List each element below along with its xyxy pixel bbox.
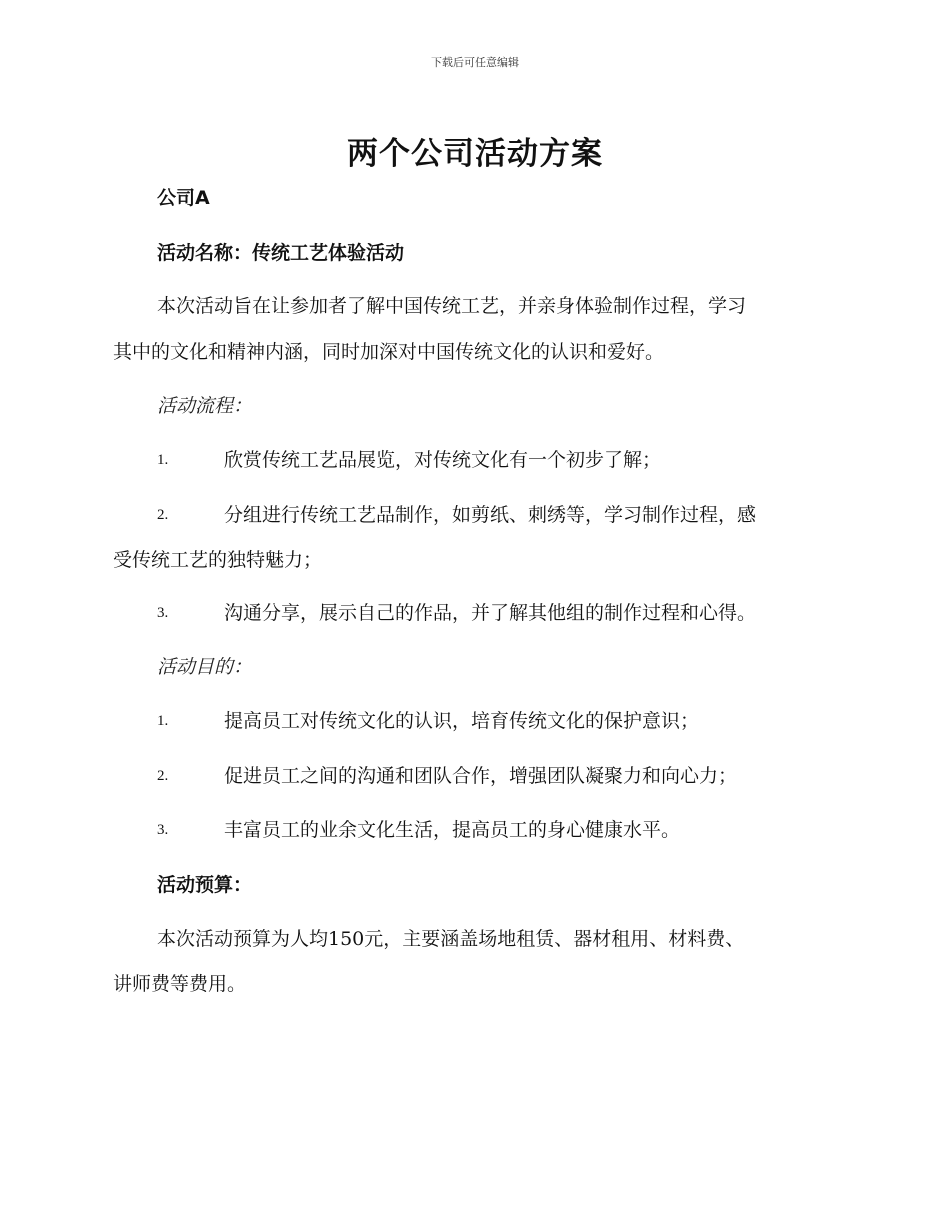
process-item-text-continued: 受传统工艺的独特魅力；: [113, 549, 323, 571]
process-item-number: 2.: [157, 507, 169, 523]
company-label: 公司A: [157, 187, 210, 209]
page-title: 两个公司活动方案: [347, 136, 603, 172]
purpose-item-text: 丰富员工的业余文化生活，提高员工的身心健康水平。: [224, 819, 681, 841]
process-item-text: 沟通分享，展示自己的作品，并了解其他组的制作过程和心得。: [224, 602, 757, 624]
process-item-text: 分组进行传统工艺品制作，如剪纸、刺绣等，学习制作过程，感: [224, 504, 757, 526]
intro-line-2: 其中的文化和精神内涵，同时加深对中国传统文化的认识和爱好。: [113, 341, 665, 363]
activity-name: 活动名称：传统工艺体验活动: [157, 242, 405, 264]
budget-line-2: 讲师费等费用。: [113, 973, 247, 995]
purpose-item-text: 提高员工对传统文化的认识，培育传统文化的保护意识；: [224, 710, 700, 732]
budget-line-1: 本次活动预算为人均150元，主要涵盖场地租赁、器材租用、材料费、: [157, 928, 745, 950]
process-item-number: 3.: [157, 605, 169, 621]
purpose-heading: 活动目的：: [157, 656, 253, 678]
purpose-item-number: 2.: [157, 768, 169, 784]
process-heading: 活动流程：: [157, 395, 253, 417]
purpose-item-number: 1.: [157, 713, 169, 729]
header-note: 下载后可任意编辑: [431, 56, 519, 69]
purpose-item-text: 促进员工之间的沟通和团队合作，增强团队凝聚力和向心力；: [224, 765, 738, 787]
process-item-number: 1.: [157, 452, 169, 468]
process-item-text: 欣赏传统工艺品展览，对传统文化有一个初步了解；: [224, 449, 662, 471]
budget-heading: 活动预算：: [157, 874, 253, 896]
intro-line-1: 本次活动旨在让参加者了解中国传统工艺，并亲身体验制作过程，学习: [157, 295, 747, 317]
purpose-item-number: 3.: [157, 822, 169, 838]
